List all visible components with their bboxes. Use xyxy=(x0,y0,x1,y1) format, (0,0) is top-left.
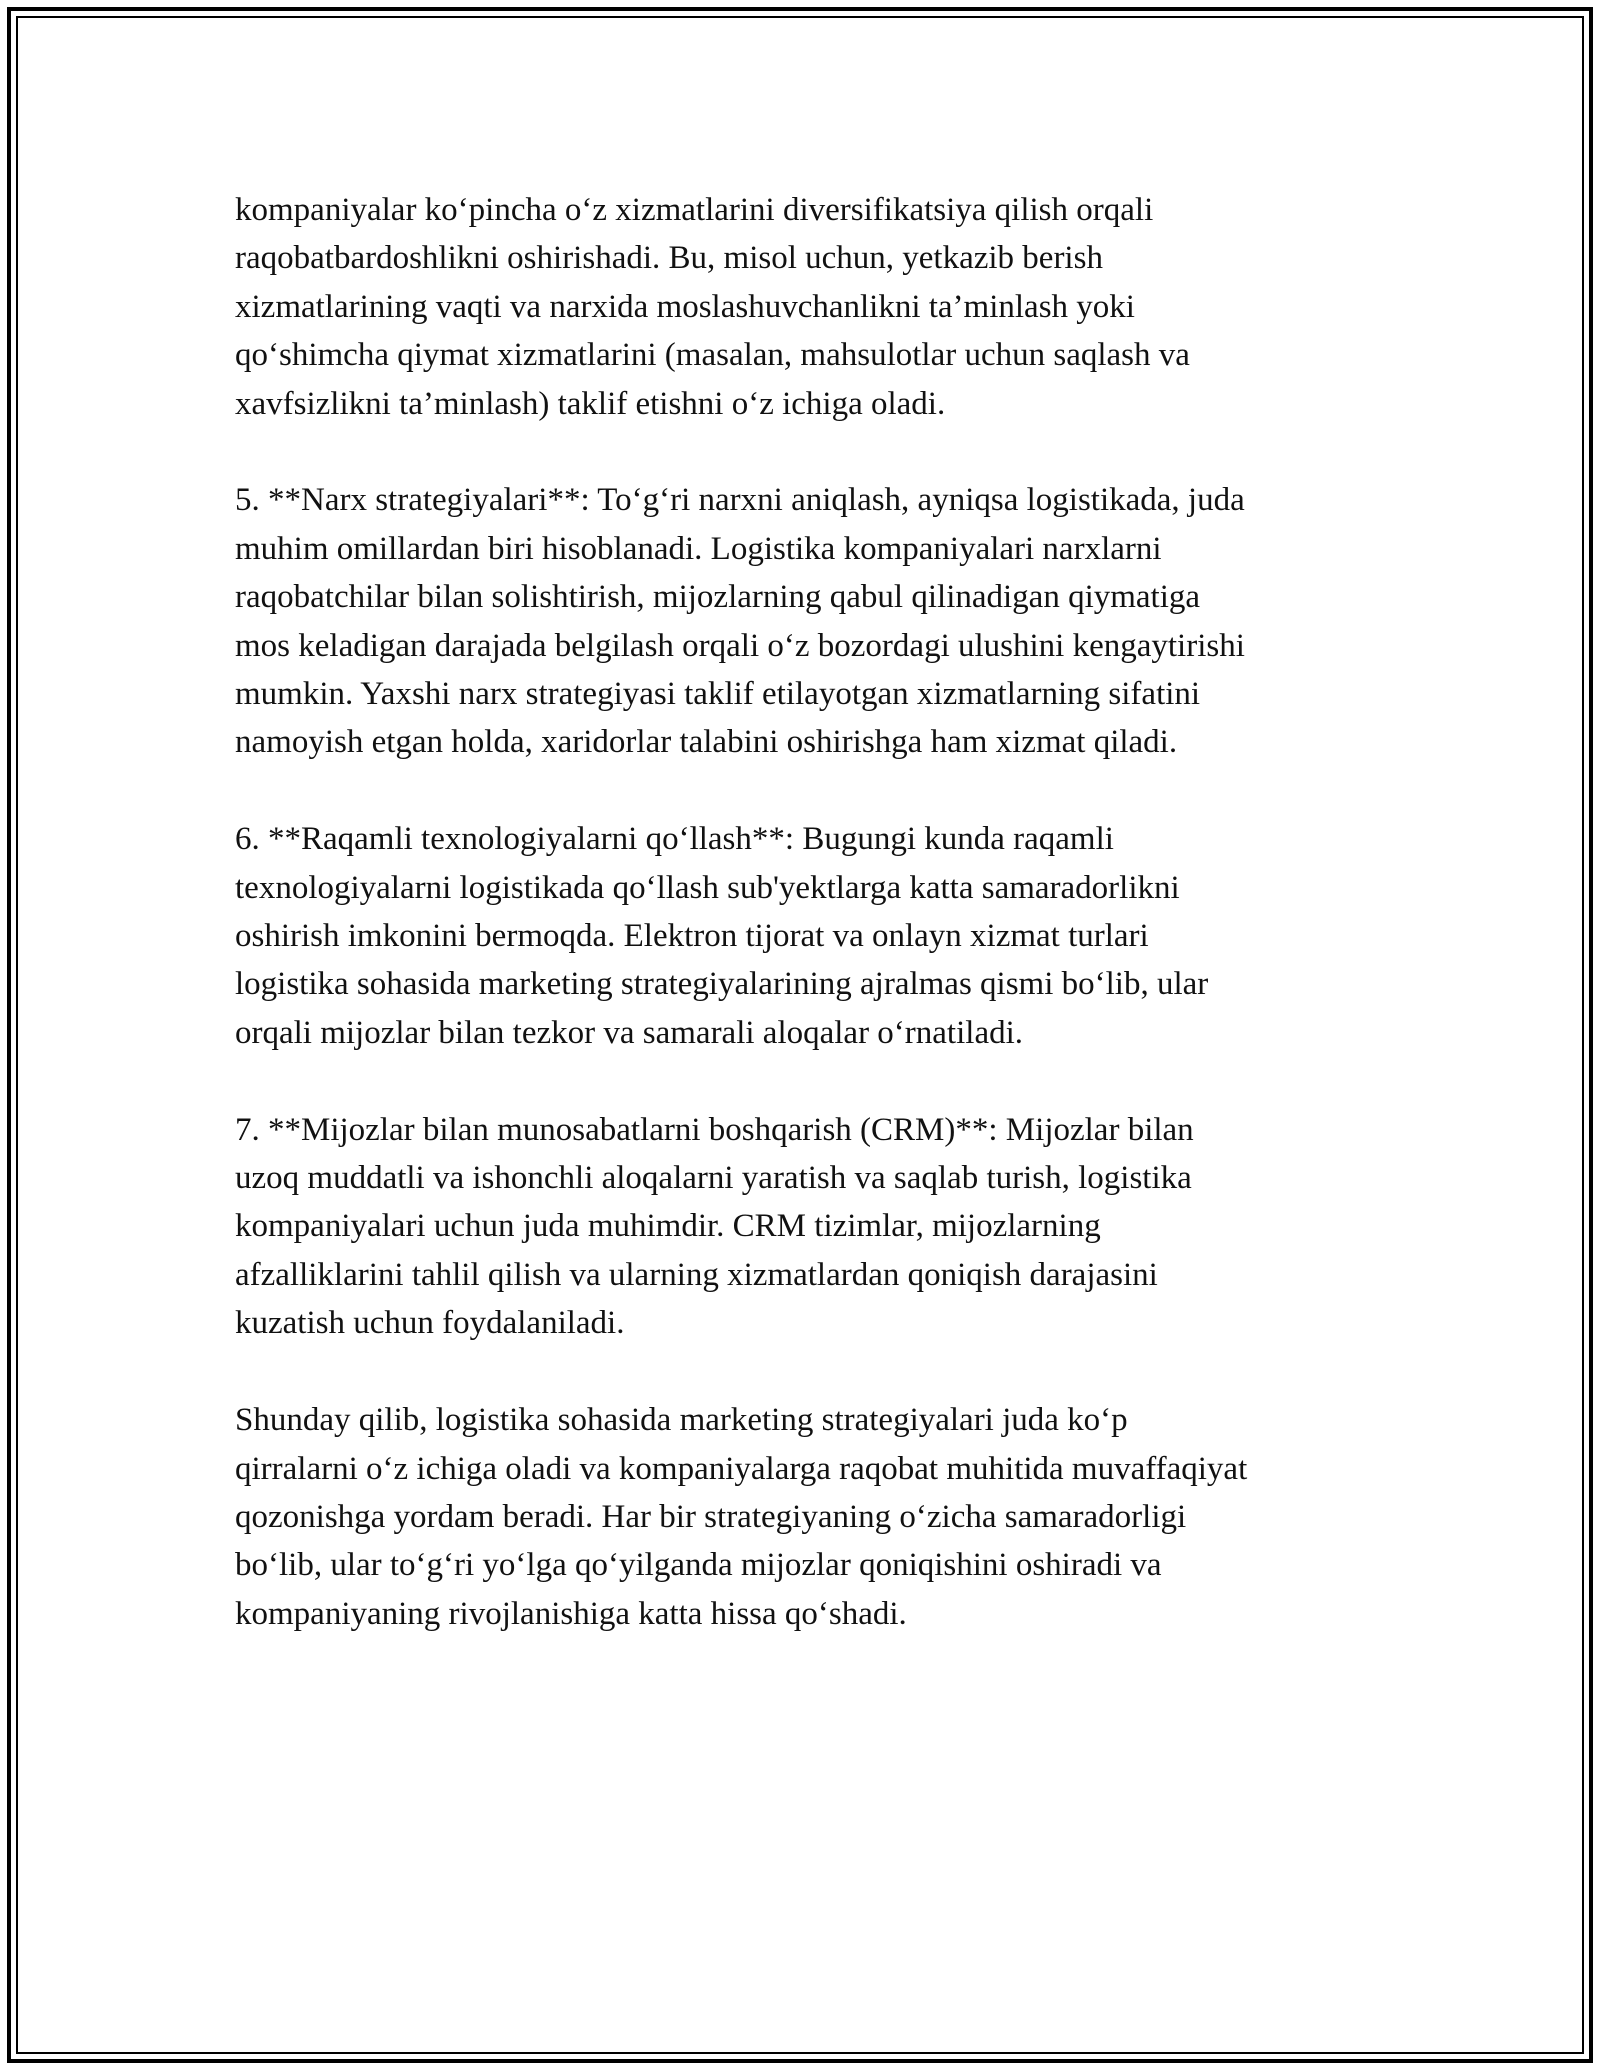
paragraph-conclusion: Shunday qilib, logistika sohasida marketing strategiyalari juda ko‘p qirralarni o‘z ichiga oladi va kompaniyalarga raqobat muhitida muvaffaqiyat qozonishga yordam beradi. Har bir strategiyaning o‘zicha samaradorligi bo‘lib, ular to‘g‘ri yo‘lga qo‘yilganda mijozlar qoniqishini oshiradi va kompaniyaning rivojlanishiga katta hissa qo‘shadi. xyxy=(235,1402,1248,1632)
paragraph-narx-strategiyalari: 5. **Narx strategiyalari**: To‘g‘ri narxni aniqlash, ayniqsa logistikada, juda muhim omillardan biri hisoblanadi. Logistika kompaniyalari narxlarni raqobatchilar bilan solishtirish, mijozlarning qabul qilinadigan qiymatiga mos keladigan darajada belgilash orqali o‘z bozordagi ulushini kengaytirishi mumkin. Yaxshi narx strategiyasi taklif etilayotgan xizmatlarning sifatini namoyish etgan holda, xaridorlar talabini oshirishga ham xizmat qiladi. xyxy=(235,482,1245,761)
paragraph-crm: 7. **Mijozlar bilan munosabatlarni boshqarish (CRM)**: Mijozlar bilan uzoq muddatli va ishonchli aloqalarni yaratish va saqlab turish, logistika kompaniyalari uchun juda muhimdir. CRM tizimlar, mijozlarning afzalliklarini tahlil qilish va ularning xizmatlardan qoniqish darajasini kuzatish uchun foydalaniladi. xyxy=(235,1111,1194,1342)
paragraph-raqamli-texnologiyalar: 6. **Raqamli texnologiyalarni qo‘llash**: Bugungi kunda raqamli texnologiyalarni logistikada qo‘llash sub'yektlarga katta samaradorlikni oshirish imkonini bermoqda. Elektron tijorat va onlayn xizmat turlari logistika sohasida marketing strategiyalarining ajralmas qismi bo‘lib, ular orqali mijozlar bilan tezkor va samarali aloqalar o‘rnatiladi. xyxy=(235,821,1209,1051)
paragraph-intro-continuation: kompaniyalar ko‘pincha o‘z xizmatlarini diversifikatsiya qilish orqali raqobatbardoshlikni oshirishadi. Bu, misol uchun, yetkazib berish xizmatlarining vaqti va narxida moslashuvchanlikni ta’minlash yoki qo‘shimcha qiymat xizmatlarini (masalan, mahsulotlar uchun saqlash va xavfsizlikni ta’minlash) taklif etishni o‘z ichiga oladi. xyxy=(235,192,1190,422)
document-body xyxy=(235,186,1365,1687)
